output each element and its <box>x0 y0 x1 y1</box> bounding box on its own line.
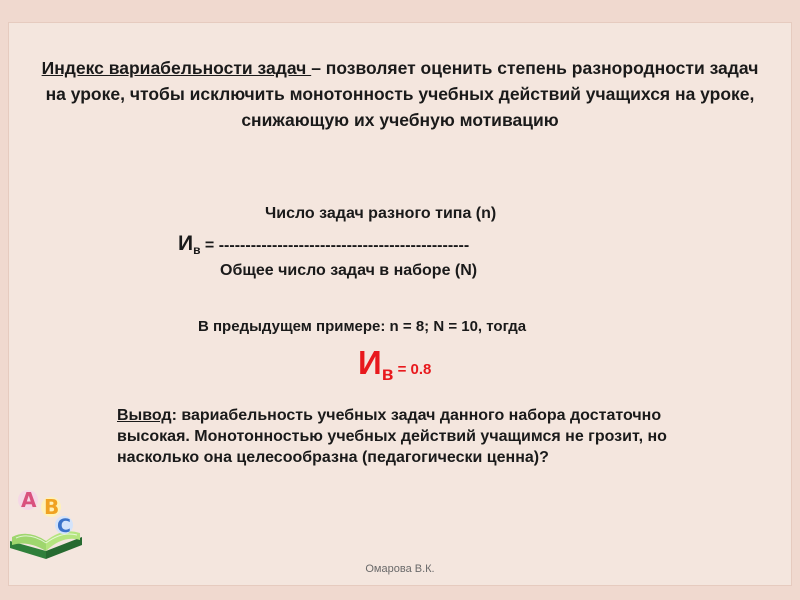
footer-author: Омарова В.К. <box>365 563 435 575</box>
formula-letter: И <box>178 232 194 255</box>
frame-bottom <box>0 586 800 600</box>
intro-paragraph <box>40 55 760 133</box>
intro-term: Индекс вариабельности задач <box>41 58 312 78</box>
example-text: В предыдущем примере: n = 8; N = 10, тогда <box>198 318 527 335</box>
conclusion-paragraph <box>117 405 717 468</box>
formula-subscript: в <box>193 243 201 257</box>
intro-definition: – позволяет оценить степень разнородности задач на уроке, чтобы исключить монотонность учебных действий учащихся на уроке, снижающую их учебную мотивацию <box>45 58 759 130</box>
formula-line <box>178 232 469 256</box>
result-line <box>358 344 432 385</box>
conclusion-text: : вариабельность учебных задач данного набора достаточно высокая. Монотонностью учебных действий учащимся не грозит, но насколько она целесообразна (педагогически ценна)? <box>117 407 667 466</box>
formula-fraction-bar: = ----------------------------------------------- <box>200 237 470 254</box>
formula-denominator: Общее число задач в наборе (N) <box>220 262 478 279</box>
frame-top <box>0 0 800 22</box>
result-value: = 0.8 <box>393 361 432 378</box>
logo-letter-c: C <box>57 515 71 537</box>
result-subscript: в <box>381 364 394 385</box>
conclusion-term: Вывод <box>117 407 172 424</box>
formula-numerator: Число задач разного типа (n) <box>265 205 497 222</box>
abc-book-icon <box>6 485 86 560</box>
frame-right <box>792 0 800 600</box>
logo-letter-b: B <box>44 495 60 519</box>
result-letter: И <box>358 344 382 381</box>
logo-letter-a: A <box>21 488 37 512</box>
